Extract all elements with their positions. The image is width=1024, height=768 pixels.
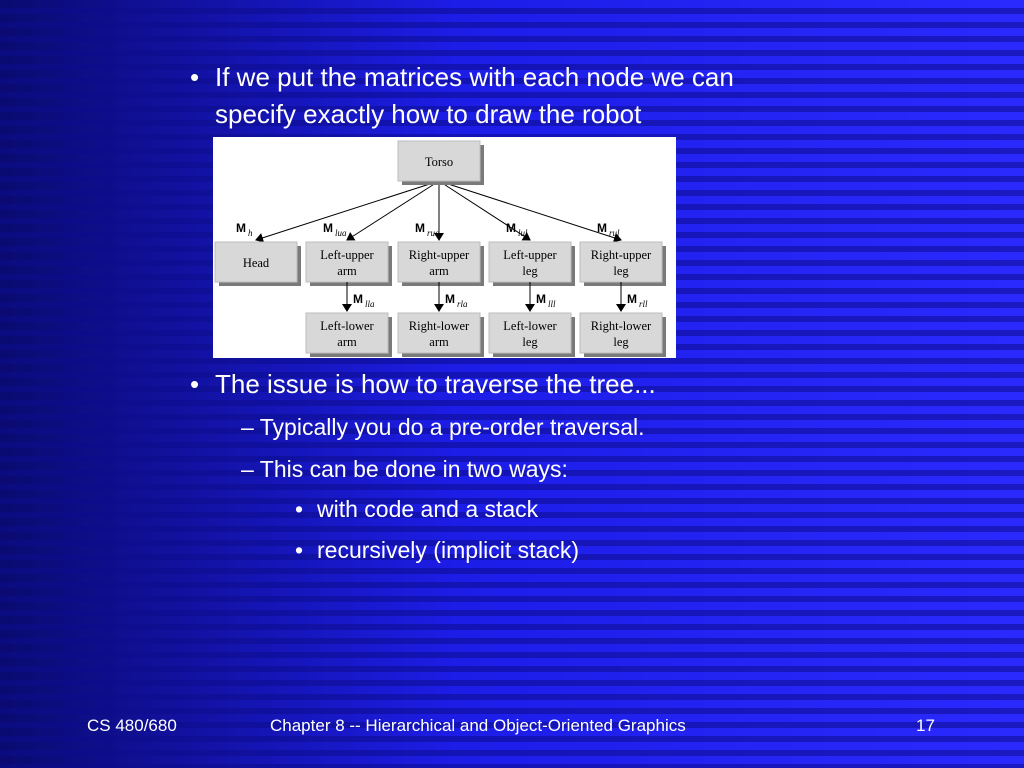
matrix-h-sub: h xyxy=(248,228,253,238)
node-0-label: Head xyxy=(242,256,270,270)
bullet-dot: • xyxy=(295,496,304,522)
bullet-dot: • xyxy=(190,62,200,92)
matrix-rul-m: M xyxy=(597,221,607,235)
sub-bullet-1: – Typically you do a pre-order traversal. xyxy=(241,414,645,440)
node-2-label: Right-upper xyxy=(408,248,470,262)
node-4-child-label-2: leg xyxy=(613,335,629,349)
bullet-dot: • xyxy=(190,369,200,399)
matrix-lll-sub: lll xyxy=(548,299,556,309)
matrix-lll-m: M xyxy=(536,292,546,306)
footer-page-number: 17 xyxy=(916,716,935,735)
edge-torso-1 xyxy=(347,181,439,240)
footer-chapter: Chapter 8 -- Hierarchical and Object-Oriented Graphics xyxy=(270,716,686,735)
node-4-label: Right-upper xyxy=(590,248,652,262)
node-1-label: Left-upper xyxy=(320,248,374,262)
node-2-label-2: arm xyxy=(429,264,449,278)
matrix-rla-m: M xyxy=(445,292,455,306)
node-2-child-label: Right-lower xyxy=(408,319,470,333)
matrix-lua-m: M xyxy=(323,221,333,235)
bullet-1-line-2: specify exactly how to draw the robot xyxy=(215,99,642,129)
node-4-label-2: leg xyxy=(613,264,629,278)
node-1-child-label-2: arm xyxy=(337,335,357,349)
matrix-rll-sub: rll xyxy=(639,299,648,309)
matrix-lua-sub: lua xyxy=(335,228,347,238)
node-3-label: Left-upper xyxy=(503,248,557,262)
node-3-child-label-2: leg xyxy=(522,335,538,349)
node-4-child-label: Right-lower xyxy=(590,319,652,333)
node-3-label-2: leg xyxy=(522,264,538,278)
matrix-rla-sub: rla xyxy=(457,299,468,309)
matrix-h-m: M xyxy=(236,221,246,235)
footer-course: CS 480/680 xyxy=(87,716,177,735)
node-1-label-2: arm xyxy=(337,264,357,278)
bullet-2-text: The issue is how to traverse the tree... xyxy=(215,369,656,399)
bullet-dot: • xyxy=(295,537,304,563)
sub-sub-bullet-2-text: recursively (implicit stack) xyxy=(317,537,579,563)
matrix-rll-m: M xyxy=(627,292,637,306)
matrix-rua-m: M xyxy=(415,221,425,235)
matrix-lla-sub: lla xyxy=(365,299,375,309)
matrix-lul-m: M xyxy=(506,221,516,235)
bullet-1-line-1: If we put the matrices with each node we can xyxy=(215,62,734,92)
robot-tree-diagram xyxy=(213,137,676,358)
sub-bullet-2: – This can be done in two ways: xyxy=(241,456,568,482)
sub-sub-bullet-1-text: with code and a stack xyxy=(317,496,539,522)
node-torso-label: Torso xyxy=(424,155,454,169)
node-2-child-label-2: arm xyxy=(429,335,449,349)
matrix-rua-sub: rua xyxy=(427,228,440,238)
node-1-child-label: Left-lower xyxy=(320,319,374,333)
edge-torso-0 xyxy=(256,181,439,240)
matrix-lul-sub: lul xyxy=(518,228,528,238)
matrix-rul-sub: rul xyxy=(609,228,620,238)
robot-tree-figure xyxy=(213,137,676,358)
matrix-lla-m: M xyxy=(353,292,363,306)
node-3-child-label: Left-lower xyxy=(503,319,557,333)
edge-torso-3 xyxy=(439,181,530,240)
edge-torso-4 xyxy=(439,181,621,240)
